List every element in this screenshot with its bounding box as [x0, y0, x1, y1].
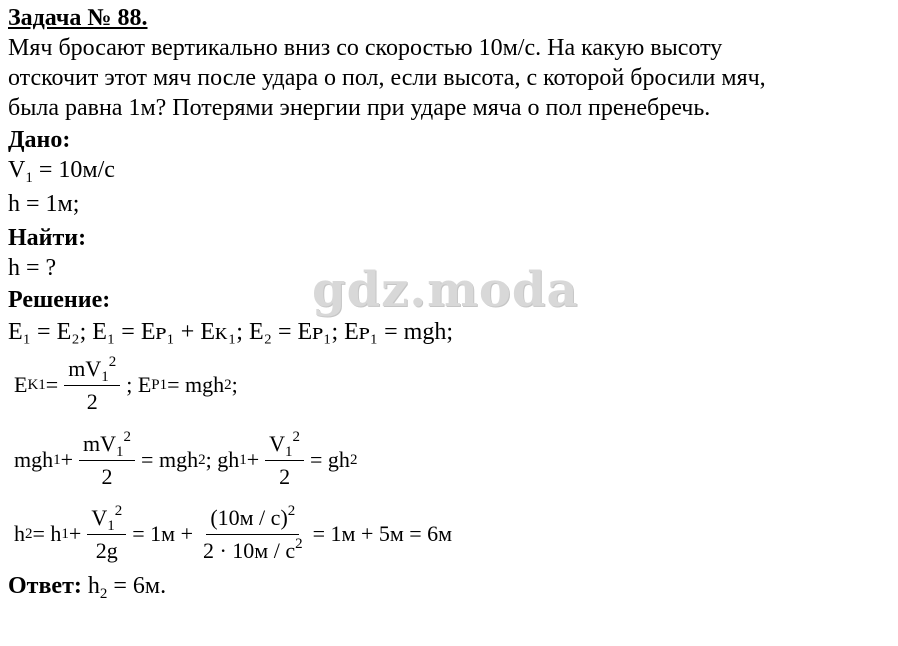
- fraction: $\frac{mV_1^2}{2}$: [79, 431, 135, 490]
- solution-heading: Решение:: [8, 287, 111, 313]
- given-velocity: $V_1 = 10м/с$: [8, 157, 115, 186]
- find-height: h = ?: [8, 255, 57, 281]
- answer: Ответ: $h_2 = 6м$.: [8, 573, 167, 602]
- energy-balance-equation: mgh 1 + $\frac{mV_1^2}{2}$ = mgh 2 ; gh 1 + $\frac{V_1^2}{2}$ = gh 2: [14, 428, 358, 489]
- watermark-logo: gdz.moda: [312, 262, 579, 318]
- height-result-equation: h 2 = h 1 + $\frac{V_1^2}{2g}$ = 1м + $\frac{(10м / с)^2}{2 \cdot 10м / с^2}$ = 1м + 5м = 6м: [14, 502, 453, 563]
- task-title: Задача № 88.: [8, 5, 148, 31]
- find-heading: Найти:: [8, 225, 87, 251]
- fraction: $\frac{V_1^2}{2}$: [265, 431, 304, 490]
- energy-relations: E₁ = E₂; E₁ = Eᴘ₁ + Eᴋ₁; E₂ = Eᴘ₁; Eᴘ₁ = mgh;: [8, 319, 454, 345]
- fraction: $\frac{V_1^2}{2g}$: [87, 505, 126, 564]
- fraction: $\frac{(10м / с)^2}{2 \cdot 10м / с^2}$: [202, 502, 303, 563]
- kinetic-energy-equation: E K1 = $\frac{mV_1^2}{2}$ ; E P1 = mgh 2 ;: [14, 353, 238, 414]
- given-heading: Дано:: [8, 127, 71, 153]
- problem-line-1: Мяч бросают вертикально вниз со скоростью 10м/с. На какую высоту: [8, 35, 723, 61]
- problem-line-2: отскочит этот мяч после удара о пол, если высота, с которой бросили мяч,: [8, 65, 766, 91]
- problem-line-3: была равна 1м? Потерями энергии при ударе мяча о пол пренебречь.: [8, 95, 711, 121]
- given-height: h = 1м;: [8, 191, 80, 217]
- fraction: $\frac{mV_1^2}{2}$: [64, 356, 120, 415]
